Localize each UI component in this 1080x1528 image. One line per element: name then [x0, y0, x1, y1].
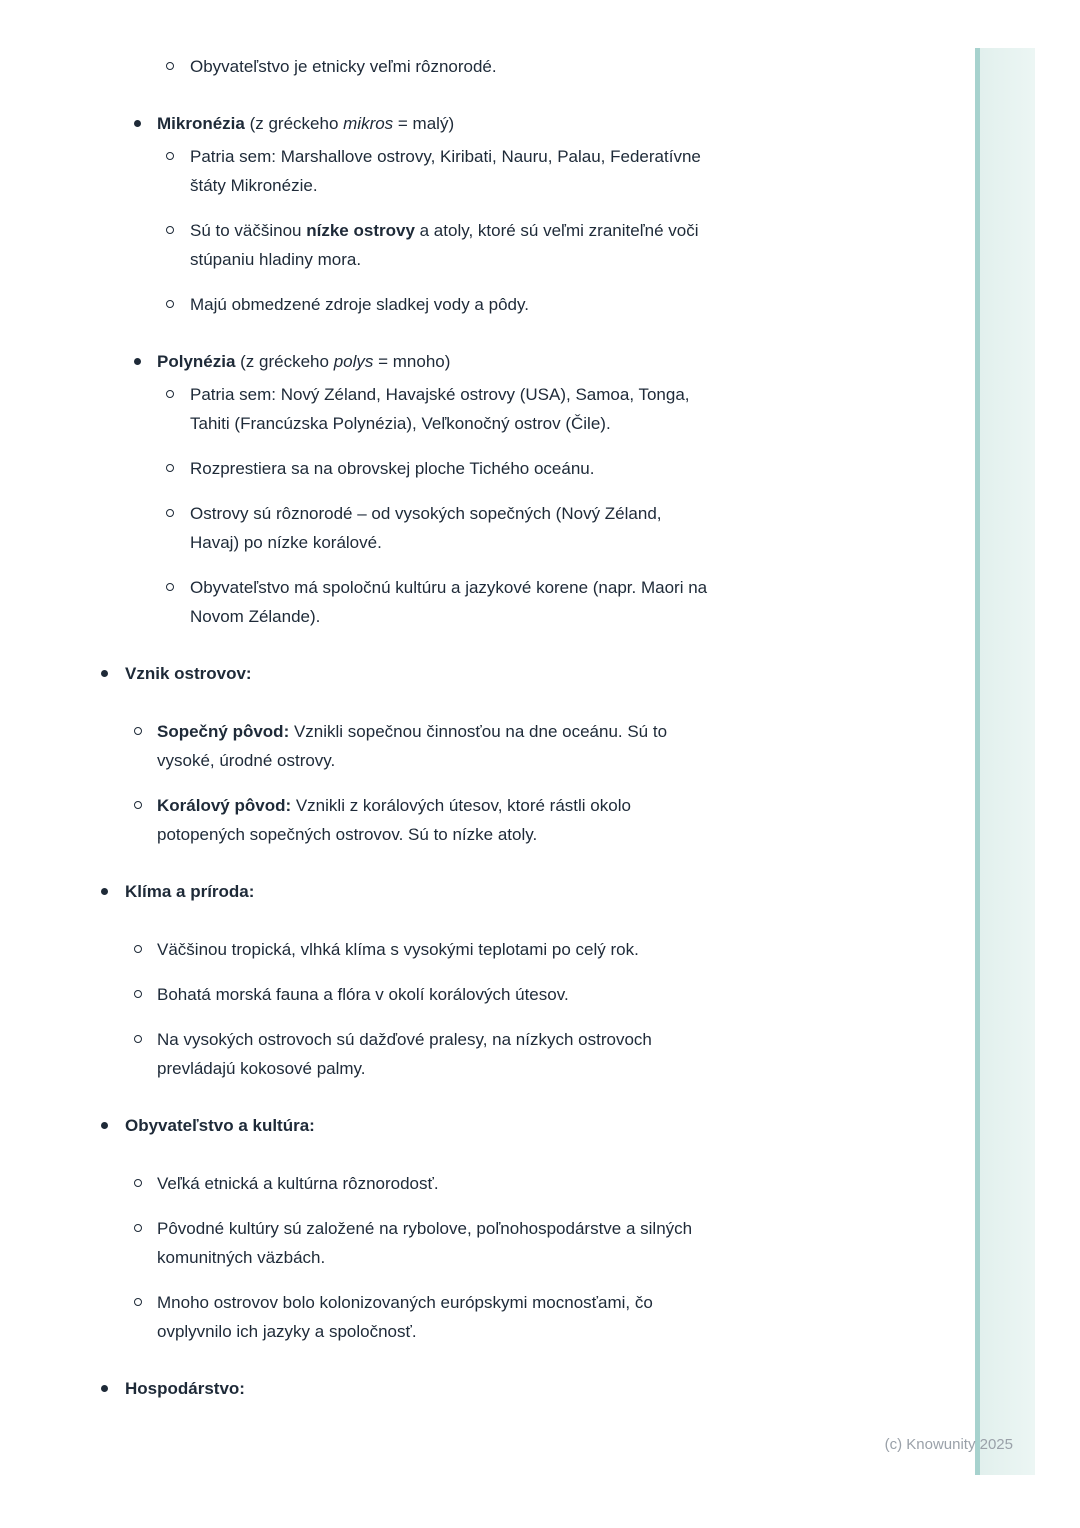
circle-bullet-icon — [134, 1035, 142, 1043]
list-item — [0, 980, 975, 1009]
circle-bullet-icon — [134, 990, 142, 998]
list-item-text: Patria sem: Marshallove ostrovy, Kiribati, Nauru, Palau, Federatívne štáty Mikronézie. — [190, 147, 701, 195]
circle-bullet-icon — [166, 226, 174, 234]
list-item — [0, 290, 975, 319]
circle-bullet-icon — [166, 464, 174, 472]
accent-stripe — [975, 48, 1035, 1475]
list-item — [0, 1214, 975, 1272]
circle-bullet-icon — [134, 945, 142, 953]
list-item-text: Sú to väčšinou nízke ostrovy a atoly, ktoré sú veľmi zraniteľné voči stúpaniu hladiny mora. — [190, 221, 699, 269]
list-item-text: Veľká etnická a kultúrna rôznorodosť. — [157, 1174, 439, 1193]
list-item — [0, 1169, 975, 1198]
list-item — [0, 573, 975, 631]
list-item — [0, 52, 975, 81]
disc-bullet-icon — [101, 1385, 108, 1392]
list-item — [0, 142, 975, 200]
list-item — [0, 216, 975, 274]
circle-bullet-icon — [134, 801, 142, 809]
disc-bullet-icon — [134, 358, 141, 365]
list-item-text: Korálový pôvod: Vznikli z korálových útesov, ktoré rástli okolo potopených sopečných ostrovov. Sú to nízke atoly. — [157, 796, 631, 844]
list-item-text: Bohatá morská fauna a flóra v okolí korálových útesov. — [157, 985, 569, 1004]
disc-bullet-icon — [101, 1122, 108, 1129]
list-item — [0, 791, 975, 849]
list-item — [0, 1374, 975, 1403]
list-item-text: Obyvateľstvo je etnicky veľmi rôznorodé. — [190, 57, 497, 76]
list-item-text: Sopečný pôvod: Vznikli sopečnou činnosťou na dne oceánu. Sú to vysoké, úrodné ostrovy. — [157, 722, 668, 770]
circle-bullet-icon — [134, 1179, 142, 1187]
list-item-text: Väčšinou tropická, vlhká klíma s vysokými teplotami po celý rok. — [157, 940, 639, 959]
list-item-text: Rozprestiera sa na obrovskej ploche Tichého oceánu. — [190, 459, 595, 478]
disc-bullet-icon — [134, 120, 141, 127]
list-item-text: Klíma a príroda: — [125, 882, 255, 901]
circle-bullet-icon — [166, 300, 174, 308]
circle-bullet-icon — [166, 62, 174, 70]
list-item — [0, 499, 975, 557]
list-item — [0, 659, 975, 688]
list-item-text: Ostrovy sú rôznorodé – od vysokých sopečných (Nový Zéland, Havaj) po nízke korálové. — [190, 504, 662, 552]
circle-bullet-icon — [166, 509, 174, 517]
list-item-text: Hospodárstvo: — [125, 1379, 245, 1398]
list-item-text: Obyvateľstvo má spoločnú kultúru a jazykové korene (napr. Maori na Novom Zélande). — [190, 578, 708, 626]
list-item — [0, 1111, 975, 1140]
list-item-text: Patria sem: Nový Zéland, Havajské ostrovy (USA), Samoa, Tonga, Tahiti (Francúzska Polynézia), Veľkonočný ostrov (Čile). — [190, 385, 690, 433]
circle-bullet-icon — [166, 390, 174, 398]
list-item — [0, 109, 975, 138]
list-item — [0, 380, 975, 438]
circle-bullet-icon — [134, 1298, 142, 1306]
list-item-text: Pôvodné kultúry sú založené na rybolove, poľnohospodárstve a silných komunitných väzbách. — [157, 1219, 693, 1267]
disc-bullet-icon — [101, 670, 108, 677]
circle-bullet-icon — [166, 152, 174, 160]
watermark: (c) Knowunity 2025 — [884, 1436, 1013, 1453]
list-item-text: Polynézia (z gréckeho polys = mnoho) — [157, 352, 451, 371]
list-item-text: Majú obmedzené zdroje sladkej vody a pôdy. — [190, 295, 529, 314]
list-item-text: Vznik ostrovov: — [125, 664, 252, 683]
list-item-text: Mikronézia (z gréckeho mikros = malý) — [157, 114, 455, 133]
list-item — [0, 717, 975, 775]
list-item-text: Na vysokých ostrovoch sú dažďové pralesy, na nízkych ostrovoch prevládajú kokosové palmy. — [157, 1030, 652, 1078]
circle-bullet-icon — [134, 1224, 142, 1232]
document-body — [0, 52, 975, 1403]
list-item-text: Obyvateľstvo a kultúra: — [125, 1116, 315, 1135]
circle-bullet-icon — [166, 583, 174, 591]
list-item — [0, 877, 975, 906]
list-item — [0, 454, 975, 483]
list-item — [0, 1025, 975, 1083]
list-item — [0, 1288, 975, 1346]
list-item — [0, 347, 975, 376]
list-item — [0, 935, 975, 964]
list-item-text: Mnoho ostrovov bolo kolonizovaných európskymi mocnosťami, čo ovplyvnilo ich jazyky a spoločnosť. — [157, 1293, 653, 1341]
circle-bullet-icon — [134, 727, 142, 735]
disc-bullet-icon — [101, 888, 108, 895]
